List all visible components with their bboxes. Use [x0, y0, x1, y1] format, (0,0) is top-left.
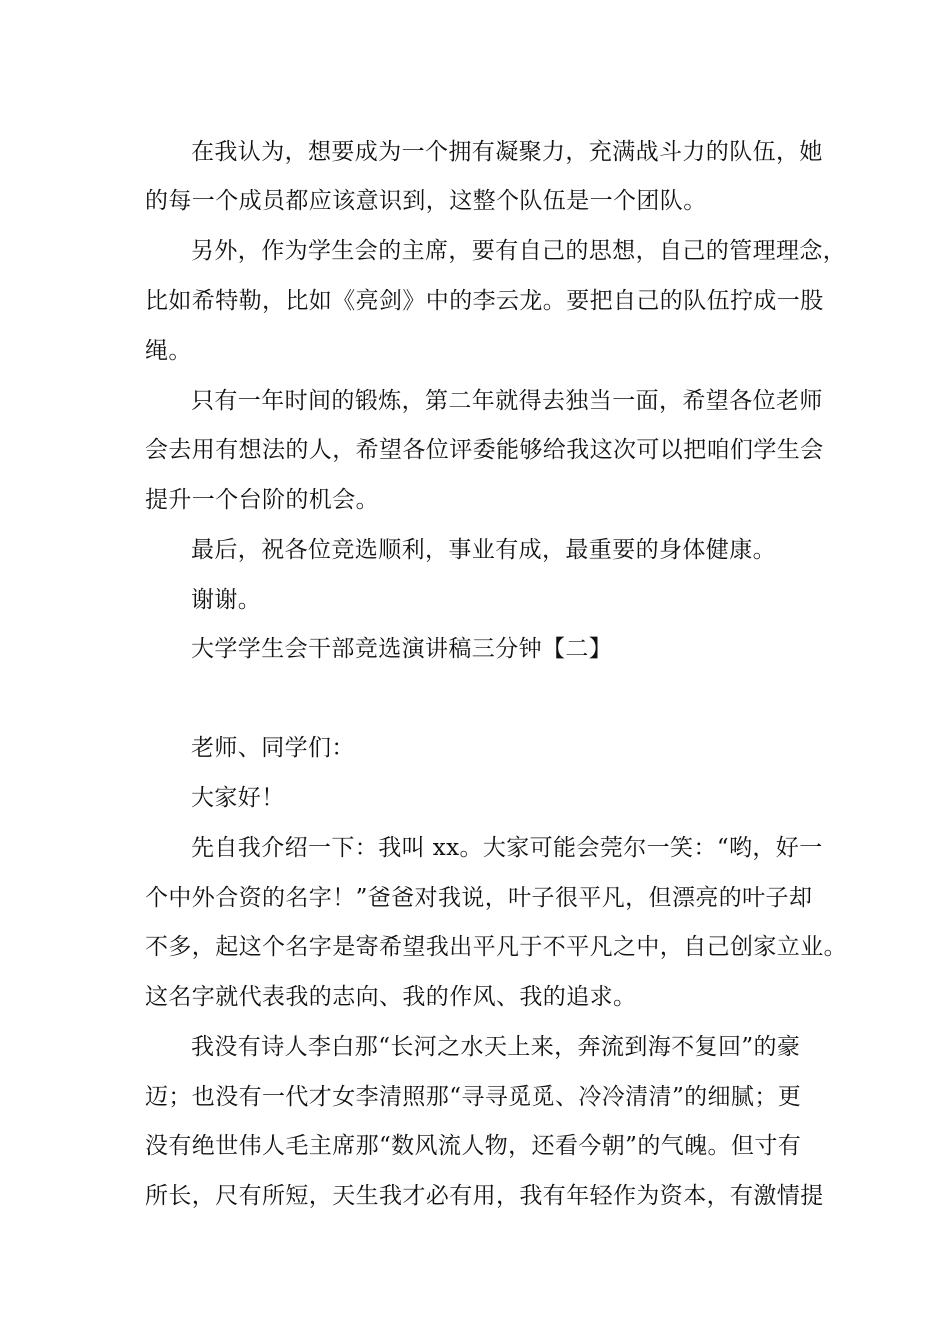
salutation-line: 老师、同学们：	[191, 735, 355, 761]
paragraph-line: 所长，尺有所短，天生我才必有用，我有年轻作为资本，有激情提	[145, 1183, 824, 1209]
section-heading: 大学学生会干部竞选演讲稿三分钟【二】	[191, 636, 613, 662]
paragraph-line: 只有一年时间的锻炼，第二年就得去独当一面，希望各位老师	[191, 388, 823, 414]
paragraph-line: 提升一个台阶的机会。	[145, 487, 379, 513]
paragraph-line: 在我认为，想要成为一个拥有凝聚力，充满战斗力的队伍，她	[191, 139, 823, 165]
paragraph-line: 迈；也没有一代才女李清照那“寻寻觅觅、冷冷清清”的细腻；更	[145, 1084, 802, 1110]
paragraph-line: 不多，起这个名字是寄希望我出平凡于不平凡之中，自己创家立业。	[145, 934, 847, 960]
paragraph-line: 绳。	[145, 338, 192, 364]
paragraph-line: 先自我介绍一下：我叫 xx。大家可能会莞尔一笑：“哟，好一	[191, 835, 823, 861]
greeting-line: 大家好！	[191, 785, 285, 811]
paragraph-line: 个中外合资的名字！”爸爸对我说，叶子很平凡，但漂亮的叶子却	[145, 885, 813, 911]
paragraph-line: 谢谢。	[191, 587, 262, 613]
paragraph-line: 这名字就代表我的志向、我的作风、我的追求。	[145, 984, 637, 1010]
paragraph-line: 会去用有想法的人，希望各位评委能够给我这次可以把咱们学生会	[145, 437, 824, 463]
paragraph-line: 比如希特勒，比如《亮剑》中的李云龙。要把自己的队伍拧成一股	[145, 288, 824, 314]
paragraph-line: 最后，祝各位竞选顺利，事业有成，最重要的身体健康。	[191, 537, 776, 563]
paragraph-line: 另外，作为学生会的主席，要有自己的思想，自己的管理理念，	[191, 238, 847, 264]
paragraph-line: 的每一个成员都应该意识到，这整个队伍是一个团队。	[145, 188, 707, 214]
paragraph-line: 我没有诗人李白那“长河之水天上来，奔流到海不复回”的豪	[191, 1034, 801, 1060]
paragraph-line: 没有绝世伟人毛主席那“数风流人物，还看今朝”的气魄。但寸有	[145, 1133, 802, 1159]
